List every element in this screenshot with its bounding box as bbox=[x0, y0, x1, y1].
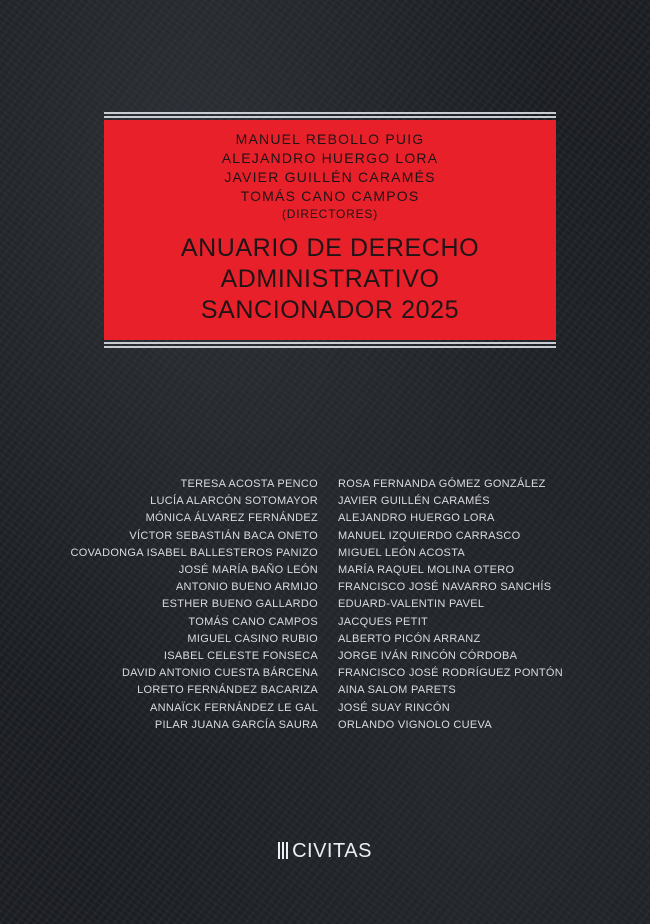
title-line: ADMINISTRATIVO bbox=[220, 265, 440, 293]
author-name: JORGE IVÁN RINCÓN CÓRDOBA bbox=[338, 650, 518, 663]
author-name: JOSÉ MARÍA BAÑO LEÓN bbox=[178, 564, 318, 577]
author-name: MARÍA RAQUEL MOLINA OTERO bbox=[338, 564, 515, 577]
bottom-rule bbox=[104, 346, 556, 348]
author-name: TERESA ACOSTA PENCO bbox=[180, 478, 318, 490]
director-name: MANUEL REBOLLO PUIG bbox=[235, 131, 425, 147]
publisher-bars-icon bbox=[278, 842, 290, 865]
author-name: JAVIER GUILLÉN CARAMÉS bbox=[338, 495, 490, 508]
author-name: LUCÍA ALARCÓN SOTOMAYOR bbox=[150, 495, 318, 508]
top-rule bbox=[104, 112, 556, 114]
author-name: JOSÉ SUAY RINCÓN bbox=[338, 701, 450, 714]
directors-block bbox=[104, 130, 556, 223]
author-name: ANNAÏCK FERNÁNDEZ LE GAL bbox=[150, 701, 318, 714]
title-line: ANUARIO DE DERECHO bbox=[180, 234, 480, 262]
author-name: FRANCISCO JOSÉ NAVARRO SANCHÍS bbox=[338, 581, 552, 594]
author-name: MÓNICA ÁLVAREZ FERNÁNDEZ bbox=[145, 512, 318, 525]
author-name: JACQUES PETIT bbox=[338, 615, 429, 628]
author-name: MIGUEL LEÓN ACOSTA bbox=[338, 546, 466, 559]
author-name: EDUARD-VALENTIN PAVEL bbox=[338, 598, 485, 611]
director-name: JAVIER GUILLÉN CARAMÉS bbox=[224, 169, 436, 185]
author-name: ISABEL CELESTE FONSECA bbox=[163, 650, 318, 663]
author-name: AINA SALOM PARETS bbox=[338, 684, 456, 697]
book-title bbox=[104, 233, 556, 326]
director-name: TOMÁS CANO CAMPOS bbox=[240, 188, 420, 204]
author-name: LORETO FERNÁNDEZ BACARIZA bbox=[137, 684, 318, 697]
top-rule bbox=[104, 116, 556, 118]
bottom-rule bbox=[104, 342, 556, 344]
author-name: DAVID ANTONIO CUESTA BÁRCENA bbox=[121, 667, 318, 680]
author-name: MANUEL IZQUIERDO CARRASCO bbox=[338, 529, 521, 542]
author-name: PILAR JUANA GARCÍA SAURA bbox=[154, 718, 318, 731]
authors-right-column bbox=[338, 476, 563, 734]
authors-left-column bbox=[71, 476, 318, 734]
publisher-logo bbox=[0, 840, 650, 865]
author-name: ALBERTO PICÓN ARRANZ bbox=[338, 632, 481, 645]
author-name: ANTONIO BUENO ARMIJO bbox=[175, 581, 318, 594]
author-name: VÍCTOR SEBASTIÁN BACA ONETO bbox=[129, 529, 318, 542]
title-line: SANCIONADOR 2025 bbox=[200, 296, 460, 324]
author-name: COVADONGA ISABEL BALLESTEROS PANIZO bbox=[70, 546, 318, 559]
director-name: ALEJANDRO HUERGO LORA bbox=[221, 150, 439, 166]
author-name: FRANCISCO JOSÉ RODRÍGUEZ PONTÓN bbox=[338, 667, 564, 680]
author-name: ROSA FERNANDA GÓMEZ GONZÁLEZ bbox=[338, 478, 546, 490]
author-name: TOMÁS CANO CAMPOS bbox=[188, 615, 318, 628]
publisher-name: CIVITAS bbox=[292, 840, 372, 862]
author-name: ESTHER BUENO GALLARDO bbox=[161, 598, 318, 611]
author-name: ALEJANDRO HUERGO LORA bbox=[338, 512, 495, 525]
directors-role: (DIRECTORES) bbox=[281, 207, 379, 221]
title-panel bbox=[104, 120, 556, 340]
author-name: MIGUEL CASINO RUBIO bbox=[187, 632, 318, 645]
author-name: ORLANDO VIGNOLO CUEVA bbox=[338, 718, 493, 731]
